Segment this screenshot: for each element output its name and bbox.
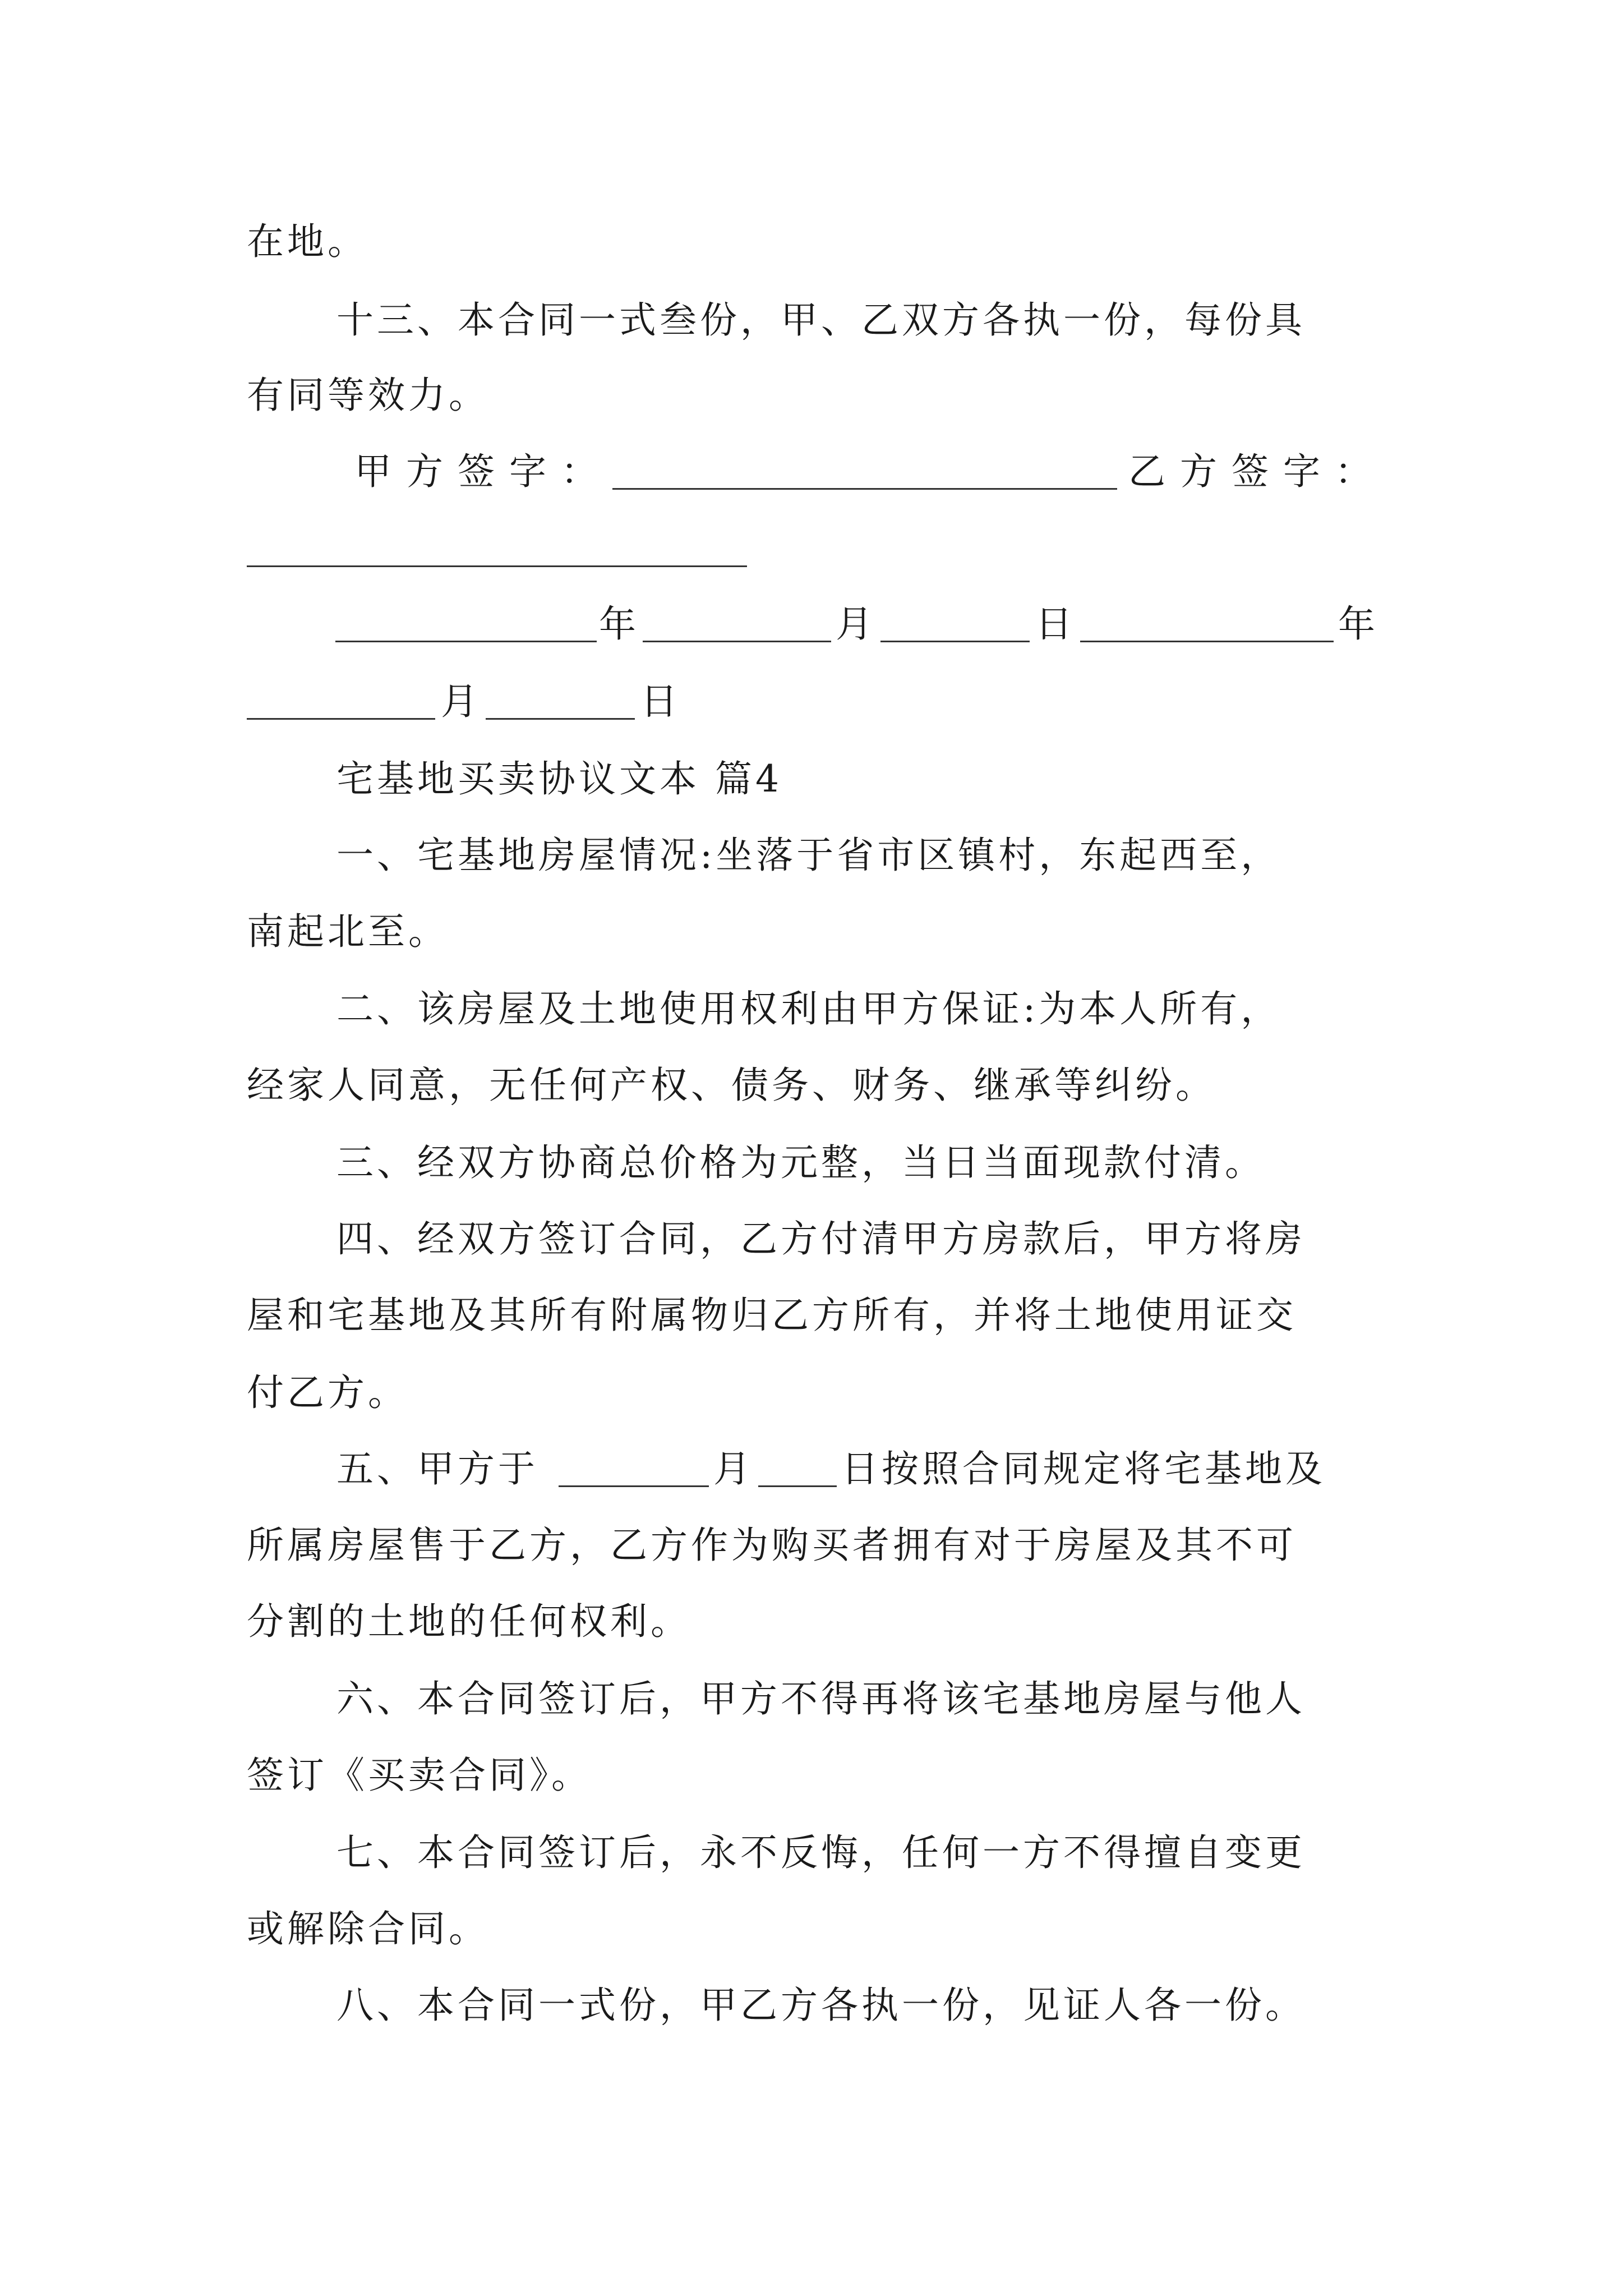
clause-5-line-1-part-3: 日按照合同规定将宅基地及 (841, 1447, 1326, 1490)
date-year-blank (335, 641, 597, 642)
clause-2-line-2: 经家人同意，无任何产权、债务、财务、继承等纠纷。 (247, 1064, 1216, 1107)
clause-5-line-2: 所属房屋售于乙方，乙方作为购买者拥有对于房屋及其不可 (247, 1524, 1297, 1567)
clause-4-line-1: 四、经双方签订合同，乙方付清甲方房款后，甲方将房 (336, 1217, 1306, 1260)
fill-blank (559, 1485, 709, 1487)
date-year-label: 年 (599, 602, 639, 646)
party-a-signature-label: 甲方签字： (354, 450, 612, 493)
date-month-label: 月 (441, 680, 481, 723)
party-b-signature-line (247, 565, 747, 567)
clause-4-line-3: 付乙方。 (247, 1371, 408, 1414)
clause-8-line: 八、本合同一式份，甲乙方各执一份，见证人各一份。 (336, 1984, 1306, 2027)
date-month-blank (247, 718, 435, 720)
section-heading: 宅基地买卖协议文本 篇4 (336, 757, 782, 800)
clause-6-line-2: 签订《买卖合同》。 (247, 1754, 592, 1797)
clause-7-line-1: 七、本合同签订后，永不反悔，任何一方不得擅自变更 (336, 1831, 1306, 1874)
clause-5-line-3: 分割的土地的任何权利。 (247, 1600, 691, 1643)
clause-1-line-1: 一、宅基地房屋情况:坐落于省市区镇村，东起西至， (336, 834, 1281, 877)
clause-6-line-1: 六、本合同签订后，甲方不得再将该宅基地房屋与他人 (336, 1677, 1306, 1720)
party-b-signature-label: 乙方签字： (1128, 450, 1386, 493)
date-day-blank (880, 641, 1030, 642)
party-a-signature-line (612, 488, 1117, 490)
clause-7-line-2: 或解除合同。 (247, 1907, 489, 1950)
date-year-label: 年 (1338, 602, 1378, 646)
clause-3-line: 三、经双方协商总价格为元整，当日当面现款付清。 (336, 1141, 1265, 1184)
date-month-blank (643, 641, 831, 642)
date-day-label: 日 (640, 680, 681, 723)
clause-13-line-2: 有同等效力。 (247, 374, 489, 417)
fill-blank (758, 1485, 837, 1487)
clause-5-line-1-part-1: 五、甲方于 (336, 1447, 538, 1490)
date-day-label: 日 (1035, 602, 1076, 646)
clause-4-line-2: 屋和宅基地及其所有附属物归乙方所有，并将土地使用证交 (247, 1294, 1297, 1337)
clause-13-line-1: 十三、本合同一式叁份，甲、乙双方各执一份，每份具 (336, 298, 1306, 342)
clause-1-line-2: 南起北至。 (247, 910, 449, 953)
date-month-label: 月 (836, 602, 876, 646)
date-year-blank (1080, 641, 1334, 642)
clause-2-line-1: 二、该房屋及土地使用权利由甲方保证:为本人所有， (336, 987, 1281, 1030)
text-line: 在地。 (247, 220, 368, 263)
date-day-blank (486, 718, 635, 720)
clause-5-line-1-part-2: 月 (713, 1447, 754, 1490)
